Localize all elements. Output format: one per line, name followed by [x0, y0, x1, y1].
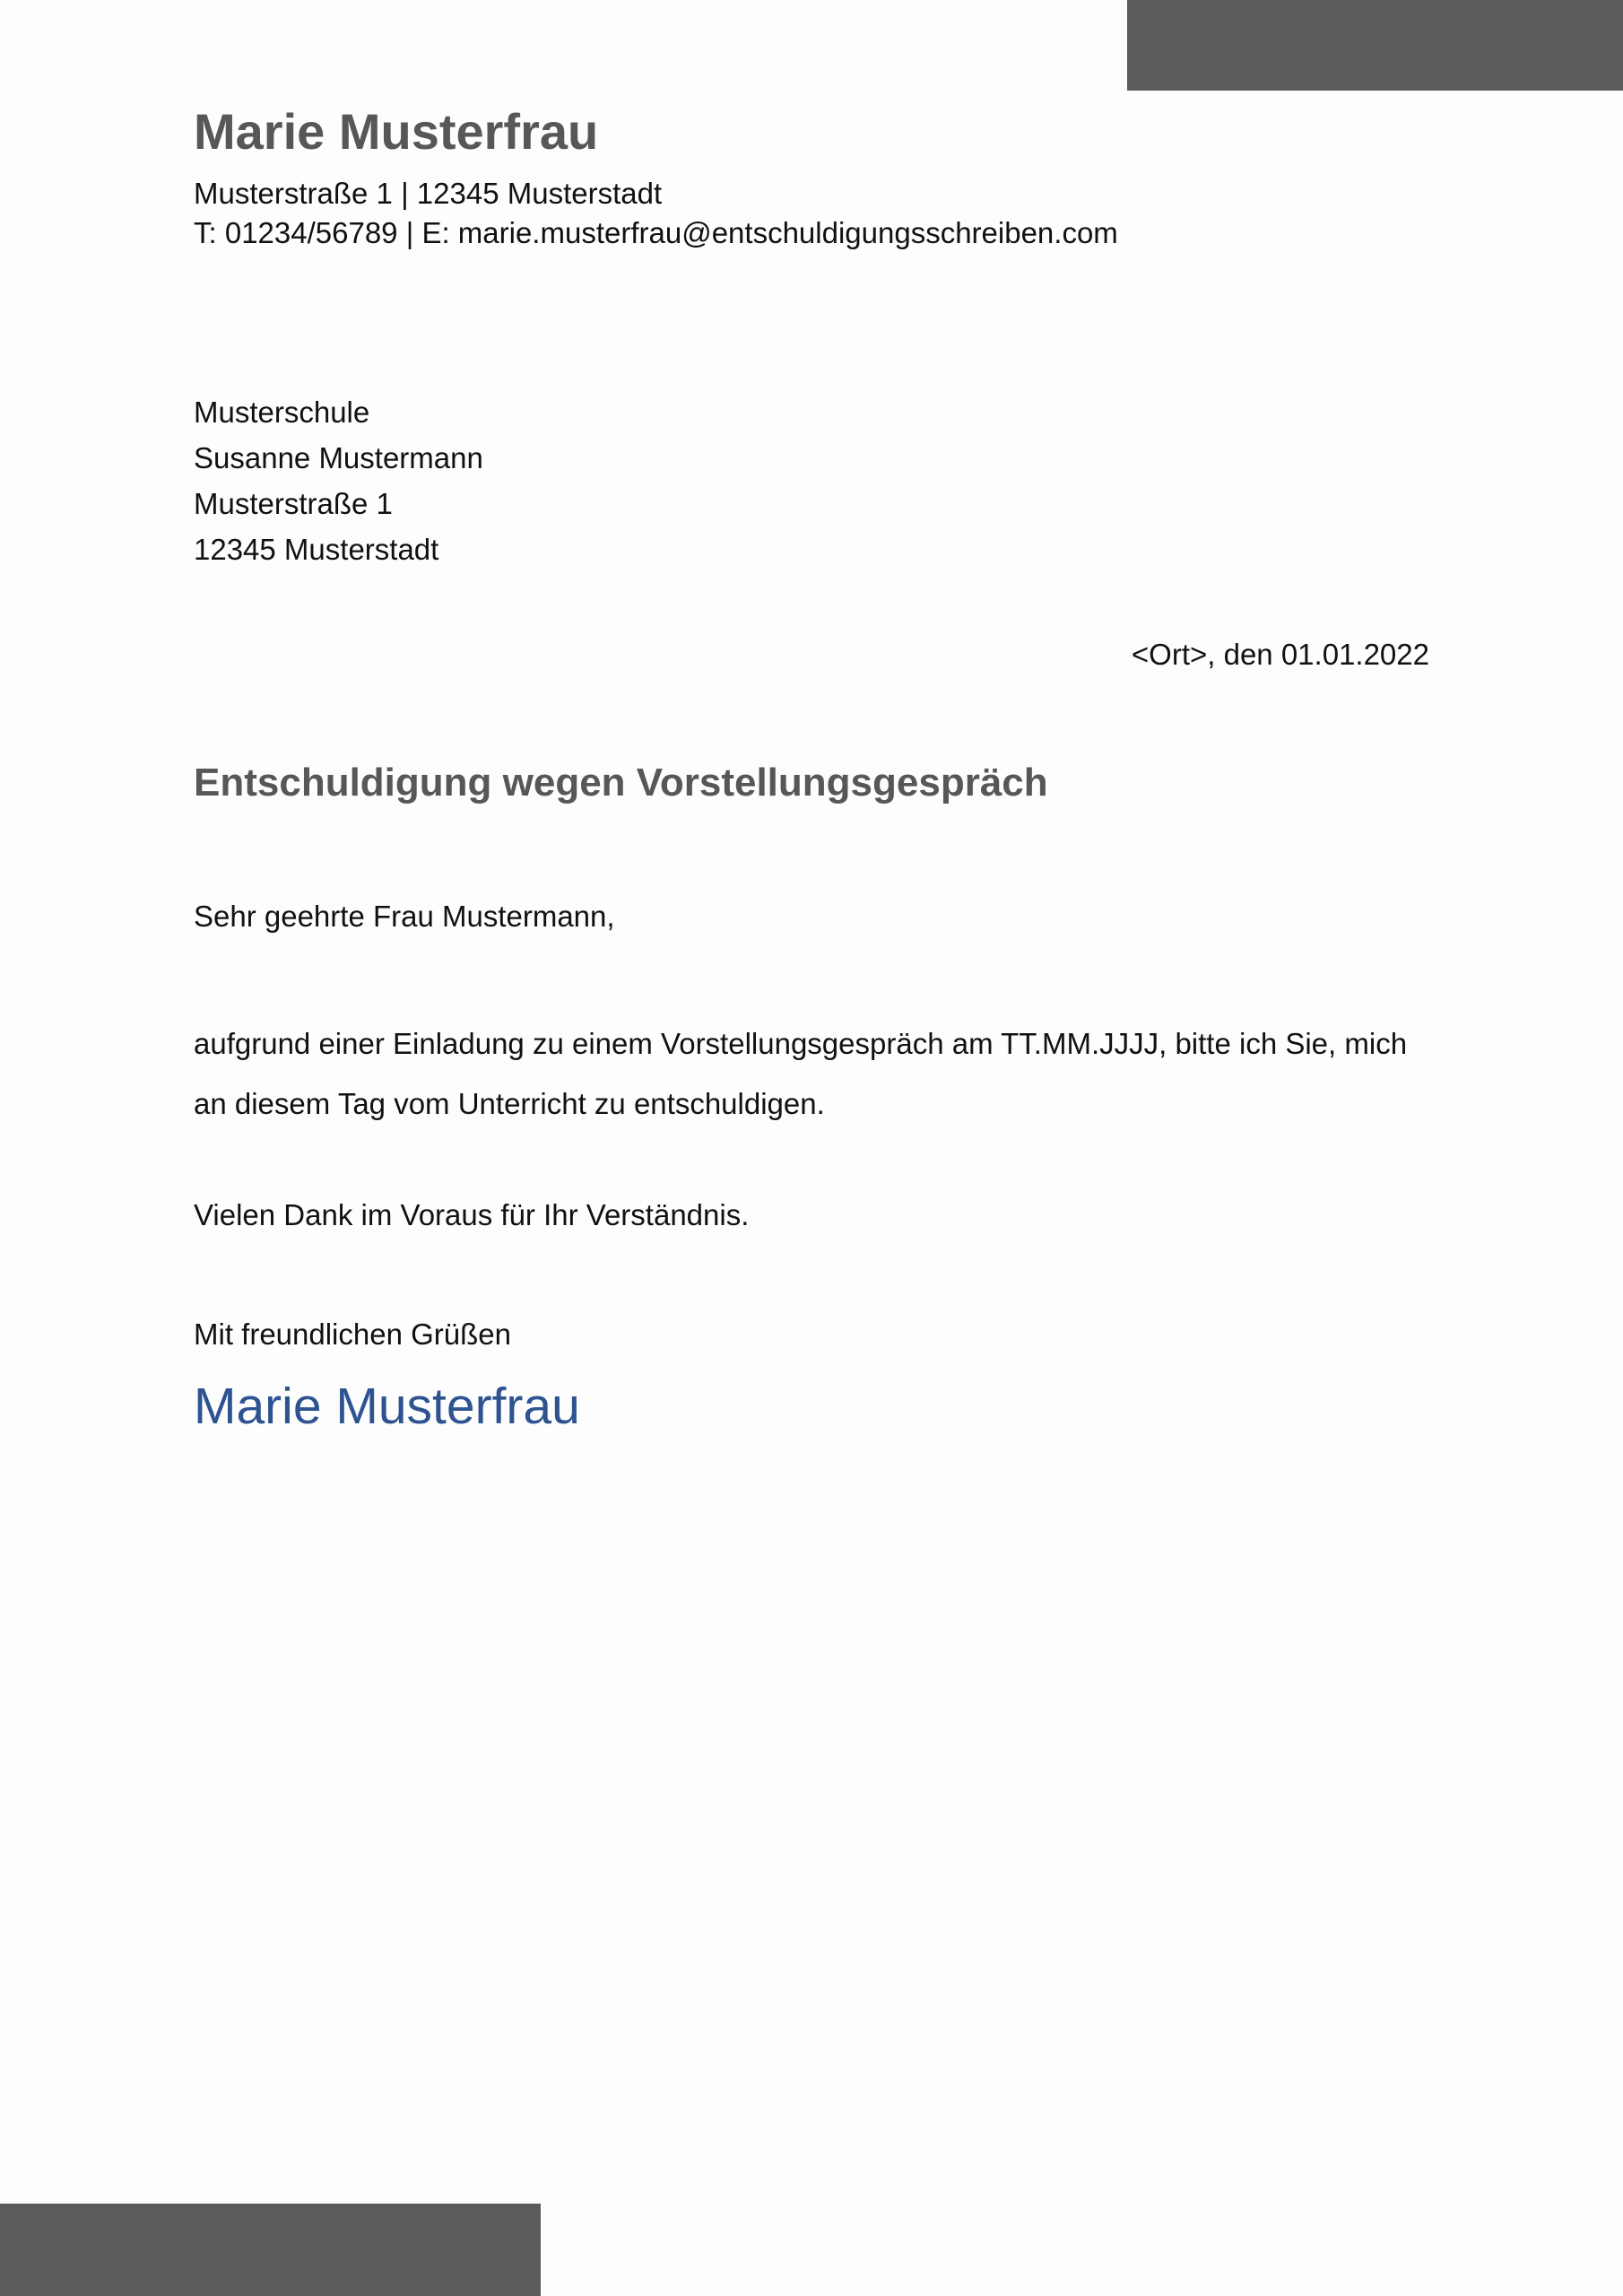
recipient-address-block	[194, 389, 483, 572]
header-accent-bar	[1127, 0, 1623, 91]
footer-accent-bar	[0, 2204, 541, 2296]
place-date: <Ort>, den 01.01.2022	[1131, 638, 1429, 671]
sender-contact: T: 01234/56789 | E: marie.musterfrau@entschuldigungsschreiben.com	[194, 216, 1118, 249]
letter-body: aufgrund einer Einladung zu einem Vorstellungsgespräch am TT.MM.JJJJ, bitte ich Sie, mich an diesem Tag vom Unterricht zu entschuldigen.	[194, 1027, 1408, 1120]
recipient-line: Susanne Mustermann	[194, 441, 483, 474]
sender-name: Marie Musterfrau	[194, 103, 599, 160]
sender-address: Musterstraße 1 | 12345 Musterstadt	[194, 177, 663, 210]
recipient-line: Musterstraße 1	[194, 487, 393, 520]
signature: Marie Musterfrau	[194, 1378, 580, 1435]
recipient-line: 12345 Musterstadt	[194, 533, 439, 566]
salutation: Sehr geehrte Frau Mustermann,	[194, 900, 615, 933]
closing-line: Mit freundlichen Grüßen	[194, 1318, 511, 1351]
letter-subject: Entschuldigung wegen Vorstellungsgespräch	[194, 761, 1048, 804]
recipient-line: Musterschule	[194, 396, 370, 429]
thanks-line: Vielen Dank im Voraus für Ihr Verständnis.	[194, 1198, 750, 1231]
